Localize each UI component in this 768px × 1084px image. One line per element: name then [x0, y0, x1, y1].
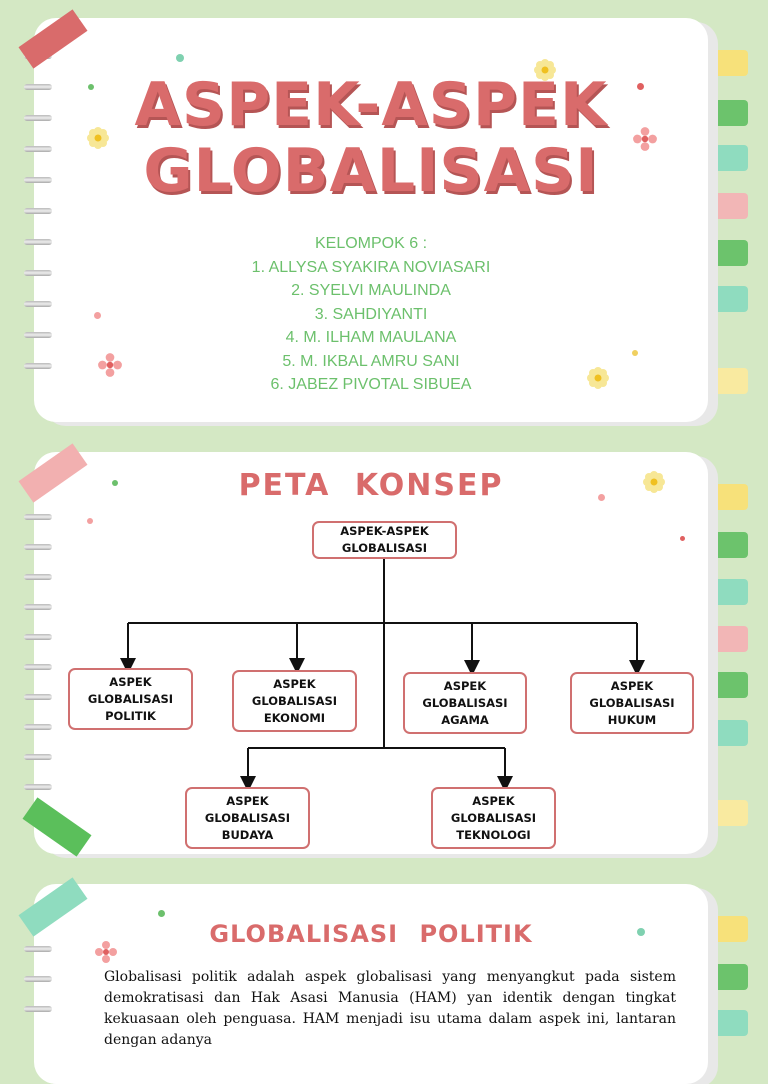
tab-yellow [710, 916, 748, 942]
member-list [34, 232, 708, 397]
dot-decoration [158, 910, 165, 917]
node-root: ASPEK-ASPEK GLOBALISASI [312, 521, 457, 559]
slide-politik [0, 868, 768, 1048]
node-politik: ASPEK GLOBALISASI POLITIK [68, 668, 193, 730]
tab-pink [710, 193, 748, 219]
dot-decoration [176, 54, 184, 62]
node-hukum: ASPEK GLOBALISASI HUKUM [570, 672, 694, 734]
tab-mint [710, 1010, 748, 1036]
node-agama: ASPEK GLOBALISASI AGAMA [403, 672, 527, 734]
group-label: KELOMPOK 6 : [314, 235, 428, 252]
connector-lines [0, 434, 768, 866]
node-ekonomi: ASPEK GLOBALISASI EKONOMI [232, 670, 357, 732]
slide-concept-map [0, 434, 768, 866]
tab-green [710, 100, 748, 126]
tab-yellow-2 [710, 368, 748, 394]
tab-mint [710, 145, 748, 171]
tab-green-2 [710, 240, 748, 266]
politik-title: GLOBALISASI POLITIK [209, 920, 533, 948]
member-item: 5. M. IKBAL AMRU SANI [282, 352, 460, 370]
member-item: 3. SAHDIYANTI [314, 305, 428, 323]
politik-paragraph: Globalisasi politik adalah aspek globalisasi yang menyangkut pada sistem demokratisasi dan Hak Asasi Manusia (HAM) yan identik dengan tingkat kekuasaan oleh penguasa. HAM menjadi isu utama dalam aspek ini, lantaran dengan adanya [104, 969, 676, 1048]
tab-mint-2 [710, 286, 748, 312]
member-item: 4. M. ILHAM MAULANA [285, 329, 457, 346]
concept-map-title: PETA KONSEP [238, 468, 504, 503]
member-item: 6. JABEZ PIVOTAL SIBUEA [270, 376, 472, 393]
cover-title-line2: GLOBALISASI [143, 136, 599, 206]
slide-cover [0, 0, 768, 432]
member-item: 1. ALLYSA SYAKIRA NOVIASARI [251, 258, 491, 276]
tab-yellow [710, 50, 748, 76]
node-budaya: ASPEK GLOBALISASI BUDAYA [185, 787, 310, 849]
node-teknologi: ASPEK GLOBALISASI TEKNOLOGI [431, 787, 556, 849]
tab-green [710, 964, 748, 990]
member-item: 2. SYELVI MAULINDA [291, 282, 451, 299]
cover-title-line1: ASPEK-ASPEK [134, 70, 608, 140]
